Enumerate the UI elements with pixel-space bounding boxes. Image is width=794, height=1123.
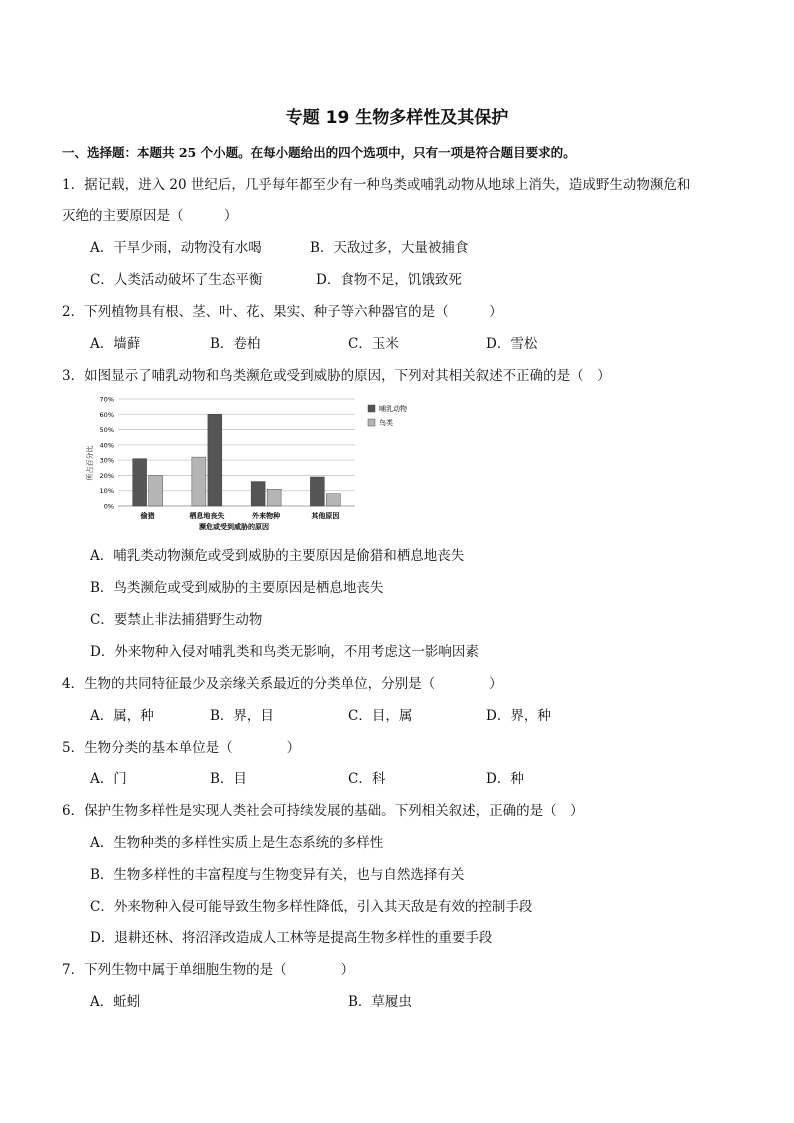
q6-option-c: C．外来物种入侵可能导致生物多样性降低，引入其天敌是有效的控制手段	[90, 899, 533, 915]
x-category-label: 其他原因	[311, 512, 340, 520]
legend-label: 鸟类	[379, 419, 393, 427]
question-1-stem: 1．据记载，进入 20 世纪后，几乎每年都至少有一种鸟类或哺乳动物从地球上消失，造成野生动物濒危和	[62, 177, 691, 193]
q4-option-b: B．界，目	[210, 708, 274, 724]
bar-bird	[267, 489, 281, 506]
q4-option-a: A．属，种	[90, 708, 154, 724]
q6-option-b: B．生物多样性的丰富程度与生物变异有关，也与自然选择有关	[90, 867, 465, 883]
q3-option-a: A．哺乳类动物濒危或受到威胁的主要原因是偷猎和栖息地丧失	[90, 548, 465, 564]
q6-option-d: D．退耕还林、将沼泽改造成人工林等是提高生物多样性的重要手段	[90, 930, 493, 946]
bar-mammal	[133, 459, 147, 506]
legend-label: 哺乳动物	[379, 405, 407, 413]
q3-option-b: B．鸟类濒危或受到威胁的主要原因是栖息地丧失	[90, 580, 384, 596]
x-category-label: 外来物种	[252, 512, 281, 520]
page-title: 专题 19 生物多样性及其保护	[285, 108, 509, 128]
q7-option-a: A．蚯蚓	[90, 994, 141, 1010]
bar-mammal	[208, 414, 222, 506]
legend-swatch	[368, 405, 375, 412]
q5-option-d: D．种	[486, 771, 524, 787]
q2-option-a: A．墙藓	[90, 336, 141, 352]
y-tick-label: 50%	[99, 426, 114, 435]
question-3-stem: 3．如图显示了哺乳动物和鸟类濒危或受到威胁的原因，下列对其相关叙述不正确的是（ ）	[62, 368, 611, 384]
question-4-stem: 4．生物的共同特征最少及亲缘关系最近的分类单位，分别是（ ）	[62, 676, 503, 692]
y-tick-label: 10%	[99, 487, 114, 496]
chart-y-axis-label: 所占百分比	[86, 445, 94, 481]
question-6-stem: 6．保护生物多样性是实现人类社会可持续发展的基础。下列相关叙述，正确的是（ ）	[62, 803, 584, 819]
question-1-stem-cont: 灭绝的主要原因是（ ）	[62, 208, 238, 224]
y-tick-label: 30%	[99, 456, 114, 465]
q5-option-a: A．门	[90, 771, 127, 787]
chart-x-categories	[140, 511, 340, 520]
q5-option-b: B．目	[210, 771, 247, 787]
chart-x-axis-label: 濒危或受到威胁的原因	[199, 523, 269, 531]
bar-bird	[149, 475, 163, 506]
chart-y-ticks	[100, 396, 114, 511]
q1-option-b: B．天敌过多，大量被捕食	[310, 240, 469, 256]
q1-option-c: C．人类活动破坏了生态平衡	[90, 272, 263, 288]
q1-option-d: D．食物不足，饥饿致死	[316, 272, 462, 288]
bar-mammal	[310, 477, 324, 506]
q6-option-a: A．生物种类的多样性实质上是生态系统的多样性	[90, 835, 384, 851]
legend-swatch	[368, 419, 375, 426]
bar-bird	[192, 457, 206, 506]
q3-option-c: C．要禁止非法捕猎野生动物	[90, 612, 263, 628]
y-tick-label: 40%	[99, 441, 114, 450]
y-tick-label: 60%	[99, 410, 114, 419]
q7-option-b: B．草履虫	[348, 994, 412, 1010]
q2-option-b: B．卷柏	[210, 336, 261, 352]
y-tick-label: 0%	[103, 502, 114, 511]
bar-mammal	[251, 482, 265, 506]
q4-option-c: C．目，属	[348, 708, 413, 724]
chart-legend	[368, 404, 407, 427]
q2-option-c: C．玉米	[348, 336, 399, 352]
bar-bird	[326, 494, 340, 506]
q2-option-d: D．雪松	[486, 336, 538, 352]
y-tick-label: 20%	[99, 471, 114, 480]
question-7-stem: 7．下列生物中属于单细胞生物的是（ ）	[62, 962, 355, 978]
q4-option-d: D．界，种	[486, 708, 551, 724]
q5-option-c: C．科	[348, 771, 386, 787]
section-heading: 一、选择题：本题共 25 个小题。在每小题给出的四个选项中，只有一项是符合题目要求的。	[62, 145, 576, 160]
q3-option-d: D．外来物种入侵对哺乳类和鸟类无影响，不用考虑这一影响因素	[90, 644, 479, 660]
bar-chart	[82, 391, 432, 536]
question-2-stem: 2．下列植物具有根、茎、叶、花、果实、种子等六种器官的是（ ）	[62, 304, 503, 320]
y-tick-label: 70%	[99, 395, 114, 404]
q1-option-a: A．干旱少雨，动物没有水喝	[90, 240, 262, 256]
question-5-stem: 5．生物分类的基本单位是（ ）	[62, 740, 301, 756]
x-category-label: 栖息地丧失	[189, 512, 225, 520]
x-category-label: 偷猎	[140, 512, 155, 520]
